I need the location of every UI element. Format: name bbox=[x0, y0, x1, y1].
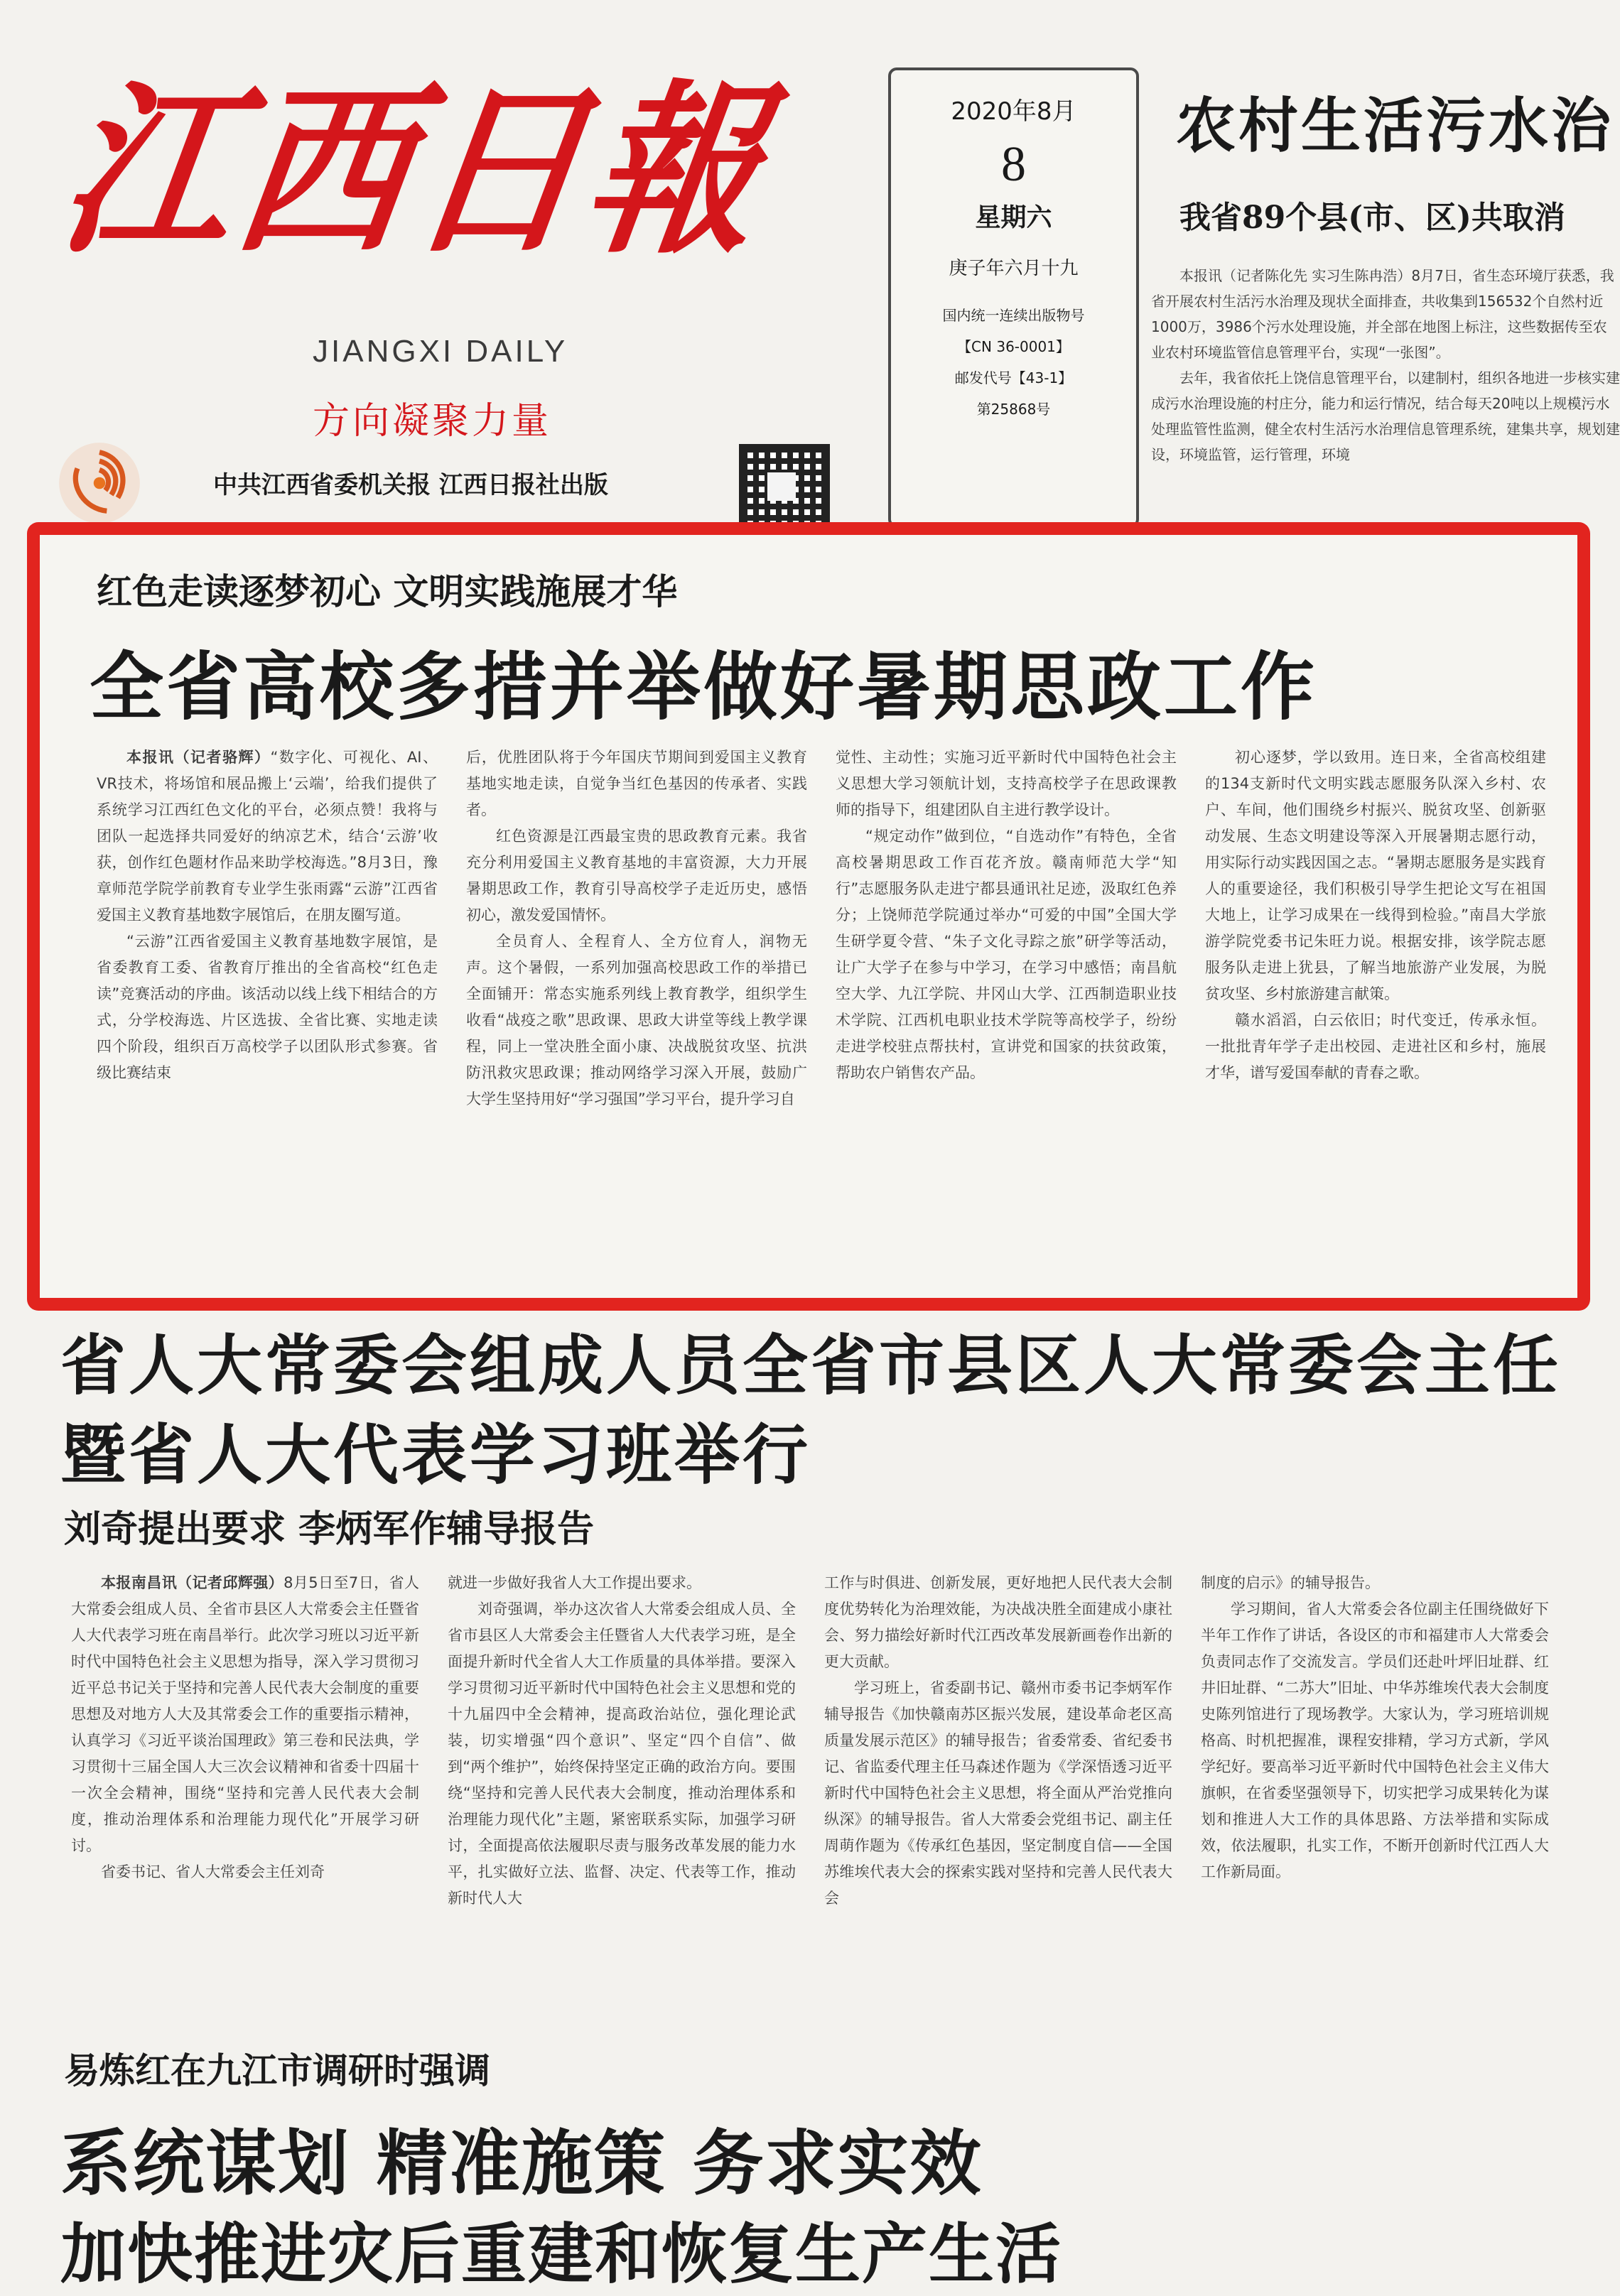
article-column bbox=[71, 1570, 419, 1996]
emblem-icon bbox=[55, 439, 144, 527]
paragraph bbox=[71, 1570, 419, 1859]
paragraph: 后，优胜团队将于今年国庆节期间到爱国主义教育基地实地走读，自觉争当红色基因的传承者、实践者。 bbox=[466, 749, 807, 818]
paragraph: 觉性、主动性；实施习近平新时代中国特色社会主义思想大学习领航计划，支持高校学子在思政课教师的指导下，组建团队自主进行教学设计。 bbox=[836, 749, 1177, 818]
paragraph: “云游”江西省爱国主义教育基地数字展馆，是省委教育工委、省教育厅推出的全省高校“红色走读”竞赛活动的序曲。该活动以线上线下相结合的方式，分学校海选、片区选拔、全省比赛、实地走读四个阶段，组织百万高校学子以团队形式参赛。省级比赛结束 bbox=[97, 933, 438, 1081]
teaser-paragraph: 本报讯（记者陈化先 实习生陈冉浩）8月7日，省生态环境厅获悉，我省开展农村生活污水治理及现状全面排查，共收集到156532个自然村近1000万，3986个污水处理设施，并全部在地图上标注，这些数据传至农业农村环境监管信息管理平台，实现“一张图”。 bbox=[1151, 267, 1614, 361]
paragraph: 就进一步做好我省人大工作提出要求。 bbox=[448, 1574, 701, 1591]
publisher-line: 中共江西省委机关报 江西日报社出版 bbox=[213, 471, 608, 499]
newspaper-logo: 江西日報 bbox=[48, 62, 779, 279]
teaser-subhead: 我省89个县(市、区)共取消 bbox=[1179, 200, 1565, 236]
article-column bbox=[466, 744, 807, 1284]
feature-kicker: 红色走读逐梦初心 文明实践施展才华 bbox=[97, 570, 678, 612]
serial-number-label: 国内统一连续出版物号 bbox=[942, 307, 1085, 324]
slogan: 方向凝聚力量 bbox=[313, 400, 552, 443]
article3-headline: 系统谋划 精准施策 务求实效 bbox=[60, 2122, 983, 2205]
paragraph: 工作与时俱进、创新发展，更好地把人民代表大会制度优势转化为治理效能，为决战决胜全面建成小康社会、努力描绘好新时代江西改革发展新画卷作出新的更大贡献。 bbox=[824, 1574, 1172, 1670]
byline: 本报南昌讯（记者邱辉强） bbox=[101, 1574, 284, 1591]
highlighted-article bbox=[27, 522, 1590, 1311]
english-name: JIANGXI DAILY bbox=[313, 334, 568, 369]
article2-headline: 省人大常委会组成人员全省市县区人大常委会主任暨省人大代表学习班举行 bbox=[60, 1328, 1562, 1493]
article2-columns bbox=[71, 1570, 1549, 1996]
date-box bbox=[888, 67, 1139, 528]
teaser-body bbox=[1151, 263, 1620, 526]
article-column bbox=[97, 744, 438, 1284]
issue-number: 第25868号 bbox=[976, 401, 1051, 418]
paragraph: 刘奇强调，举办这次省人大常委会组成人员、全省市县区人大常委会主任暨省人大代表学习班，是全面提升新时代全省人大工作质量的具体举措。要深入学习贯彻习近平新时代中国特色社会主义思想和党的十九届四中全会精神，提高政治站位，强化理论武装，切实增强“四个意识”、坚定“四个自信”、做到“两个维护”，始终保持坚定正确的政治方向。要围绕“坚持和完善人民代表大会制度，推动治理体系和治理能力现代化”主题，紧密联系实际，加强学习研讨，全面提高依法履职尽责与服务改革发展的能力水平，扎实做好立法、监督、决定、代表等工作，推动新时代人大 bbox=[448, 1601, 796, 1907]
paragraph-text: 8月5日至7日，省人大常委会组成人员、全省市县区人大常委会主任暨省人大代表学习班在南昌举行。此次学习班以习近平新时代中国特色社会主义思想为指导，深入学习贯彻习近平总书记关于坚持和完善人民代表大会制度的重要思想及对地方人大及其常委会工作的重要指示精神，认真学习《习近平谈治国理政》第三卷和民法典，学习贯彻十三届全国人大三次会议精神和省委十四届十一次全会精神，围绕“坚持和完善人民代表大会制度，推动治理体系和治理能力现代化”开展学习研讨。 bbox=[71, 1574, 419, 1854]
day-number: 8 bbox=[1001, 137, 1026, 192]
feature-columns bbox=[97, 744, 1546, 1284]
article-column bbox=[448, 1570, 796, 1996]
cn-number: 【CN 36-0001】 bbox=[957, 338, 1070, 355]
paragraph: 红色资源是江西最宝贵的思政教育元素。我省充分利用爱国主义教育基地的丰富资源，大力开展暑期思政工作，教育引导高校学子走近历史，感悟初心，激发爱国情怀。 bbox=[466, 828, 807, 924]
article-column bbox=[1205, 744, 1546, 1284]
postal-code: 邮发代号【43-1】 bbox=[954, 369, 1073, 386]
article-column bbox=[1201, 1570, 1549, 1996]
paragraph: 制度的启示》的辅导报告。 bbox=[1201, 1574, 1380, 1591]
article-column bbox=[824, 1570, 1172, 1996]
paragraph: 初心逐梦，学以致用。连日来，全省高校组建的134支新时代文明实践志愿服务队深入乡村、农户、车间，他们围绕乡村振兴、脱贫攻坚、创新驱动发展、生态文明建设等深入开展暑期志愿行动，用实际行动实践因国之志。“暑期志愿服务是实践育人的重要途径，我们积极引导学生把论文写在祖国大地上，让学习成果在一线得到检验。”南昌大学旅游学院党委书记朱旺力说。根据安排，该学院志愿服务队走进上犹县，了解当地旅游产业发展，为脱贫攻坚、乡村旅游建言献策。 bbox=[1205, 749, 1546, 1002]
year-month: 2020年8月 bbox=[951, 97, 1076, 126]
article3-kicker: 易炼红在九江市调研时强调 bbox=[64, 2049, 490, 2091]
paragraph bbox=[97, 744, 438, 928]
byline: 本报讯（记者骆辉） bbox=[126, 749, 271, 766]
qr-code-icon bbox=[739, 444, 830, 535]
paragraph-text: “数字化、可视化、AI、VR技术，将场馆和展品搬上‘云端’，给我们提供了系统学习江西红色文化的平台，必须点赞！我将与团队一起选择共同爱好的纳凉艺术，结合‘云游’收获，创作红色题材作品来助学校海选。”8月3日，豫章师范学院学前教育专业学生张雨露“云游”江西省爱国主义教育基地数字展馆后，在朋友圈写道。 bbox=[97, 749, 438, 924]
feature-headline: 全省高校多措并举做好暑期思政工作 bbox=[90, 644, 1318, 730]
weekday: 星期六 bbox=[975, 203, 1052, 232]
paragraph: 全员育人、全程育人、全方位育人，润物无声。这个暑假，一系列加强高校思政工作的举措已全面铺开：常态实施系列线上教育教学，组织学生收看“战疫之歌”思政课、思政大讲堂等线上教学课程，同上一堂决胜全面小康、决战脱贫攻坚、抗洪防汛救灾思政课；推动网络学习深入开展，鼓励广大学生坚持用好“学习强国”学习平台，提升学习自 bbox=[466, 933, 807, 1108]
paragraph: 学习期间，省人大常委会各位副主任围绕做好下半年工作作了讲话，各设区的市和福建市人大常委会负责同志作了交流发言。学员们还赴叶坪旧址群、红井旧址群、“二苏大”旧址、中华苏维埃代表大会制度史陈列馆进行了现场教学。大家认为，学习班培训规格高、时机把握准，课程安排精，学习方式新，学风学纪好。要高举习近平新时代中国特色社会主义伟大旗帜，在省委坚强领导下，切实把学习成果转化为谋划和推进人大工作的具体思路、方法举措和实际成效，依法履职，扎实工作，不断开创新时代江西人大工作新局面。 bbox=[1201, 1601, 1549, 1880]
paragraph: 省委书记、省人大常委会主任刘奇 bbox=[101, 1863, 325, 1880]
article3-headline-line2: 加快推进灾后重建和恢复生产生活 bbox=[60, 2216, 1063, 2292]
paragraph: “规定动作”做到位，“自选动作”有特色，全省高校暑期思政工作百花齐放。赣南师范大学“知行”志愿服务队走进宁都县通讯社足迹，汲取红色养分；上饶师范学院通过举办“可爱的中国”全国大学生研学夏令营、“朱子文化寻踪之旅”研学等活动，让广大学子在参与中学习，在学习中感悟；南昌航空大学、九江学院、井冈山大学、江西制造职业技术学院、江西机电职业技术学院等高校学子，纷纷走进学校驻点帮扶村，宣讲党和国家的扶贫政策，帮助农户销售农产品。 bbox=[836, 828, 1177, 1081]
teaser-paragraph: 去年，我省依托上饶信息管理平台，以建制村，组织各地进一步核实建成污水治理设施的村庄分，能力和运行情况，结合每天20吨以上规模污水处理监管性监测，健全农村生活污水治理信息管理系统，建集共享，规划建设，环境监管，运行管理，环境 bbox=[1151, 369, 1620, 463]
lunar-date: 庚子年六月十九 bbox=[949, 258, 1079, 279]
article-column bbox=[836, 744, 1177, 1284]
teaser-headline: 农村生活污水治 bbox=[1176, 90, 1614, 161]
paragraph: 学习班上，省委副书记、赣州市委书记李炳军作辅导报告《加快赣南苏区振兴发展，建设革命老区高质量发展示范区》的辅导报告；省委常委、省纪委书记、省监委代理主任马森述作题为《学深悟透习近平新时代中国特色社会主义思想，将全面从严治党推向纵深》的辅导报告。省人大常委会党组书记、副主任周萌作题为《传承红色基因，坚定制度自信——全国苏维埃代表大会的探索实践对坚持和完善人民代表大会 bbox=[824, 1679, 1172, 1907]
paragraph: 赣水滔滔，白云依旧；时代变迁，传承永恒。一批批青年学子走出校园、走进社区和乡村，施展才华，谱写爱国奉献的青春之歌。 bbox=[1205, 1012, 1546, 1081]
masthead bbox=[0, 0, 874, 526]
article2-subhead: 刘奇提出要求 李炳军作辅导报告 bbox=[64, 1507, 595, 1551]
